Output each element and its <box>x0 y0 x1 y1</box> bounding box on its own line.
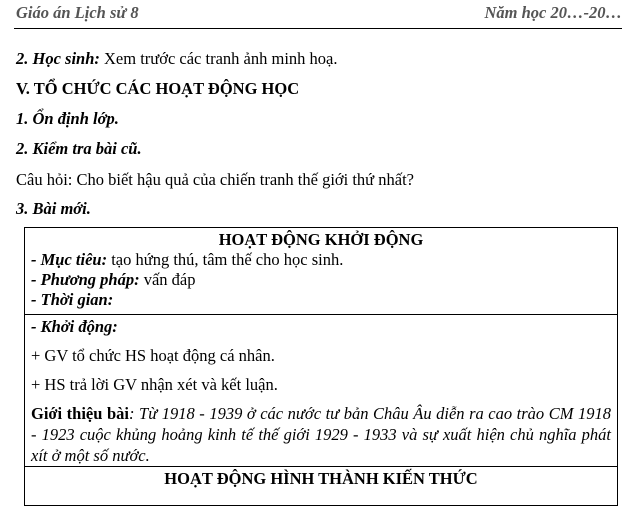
gioi-thieu-text: : Từ 1918 - 1939 ở các nước tư bản Châu Âu diễn ra cao trào CM 1918 - 1923 cuộc khủng hoảng kinh tế thế giới 1929 - 1933 và sự xuất hiện chủ nghĩa phát xít ở một số nước. <box>31 404 612 465</box>
khoi-dong-box <box>24 227 618 315</box>
hs-line: + HS trả lời GV nhận xét và kết luận. <box>31 375 278 394</box>
hoc-sinh-label: 2. Học sinh: <box>16 49 100 68</box>
page-header <box>14 2 622 29</box>
hoc-sinh-text: Xem trước các tranh ảnh minh hoạ. <box>99 49 338 68</box>
phuong-phap-text: vấn đáp <box>139 270 196 289</box>
phuong-phap-label: - Phương pháp: <box>31 270 140 289</box>
header-subject: Giáo án Lịch sử 8 <box>16 3 139 22</box>
cau-hoi-line: Câu hỏi: Cho biết hậu quả của chiến tranh thế giới thứ nhất? <box>16 170 414 189</box>
khoi-dong-label: - Khởi động: <box>31 317 118 336</box>
gv-line: + GV tổ chức HS hoạt động cá nhân. <box>31 346 275 365</box>
bai-moi-heading: 3. Bài mới. <box>16 199 91 218</box>
header-school-year: Năm học 20…-20… <box>484 3 622 22</box>
hinh-thanh-box <box>24 466 618 506</box>
section-v-heading: V. TỔ CHỨC CÁC HOẠT ĐỘNG HỌC <box>16 79 300 98</box>
khoi-dong-title: HOẠT ĐỘNG KHỞI ĐỘNG <box>218 230 424 249</box>
thoi-gian-label: - Thời gian: <box>31 290 114 309</box>
muc-tieu-text: tạo hứng thú, tâm thế cho học sinh. <box>107 250 344 269</box>
hinh-thanh-title: HOẠT ĐỘNG HÌNH THÀNH KIẾN THỨC <box>164 469 478 488</box>
gioi-thieu-label: Giới thiệu bài <box>31 404 129 423</box>
hoc-sinh-line <box>16 49 337 69</box>
khoi-dong-content-box <box>24 315 618 467</box>
kiem-tra-heading: 2. Kiểm tra bài cũ. <box>16 139 142 158</box>
on-dinh-heading: 1. Ổn định lớp. <box>16 109 119 128</box>
gioi-thieu-paragraph <box>31 403 611 466</box>
muc-tieu-label: - Mục tiêu: <box>31 250 108 269</box>
phuong-phap-row <box>25 270 617 290</box>
muc-tieu-row <box>25 250 617 270</box>
